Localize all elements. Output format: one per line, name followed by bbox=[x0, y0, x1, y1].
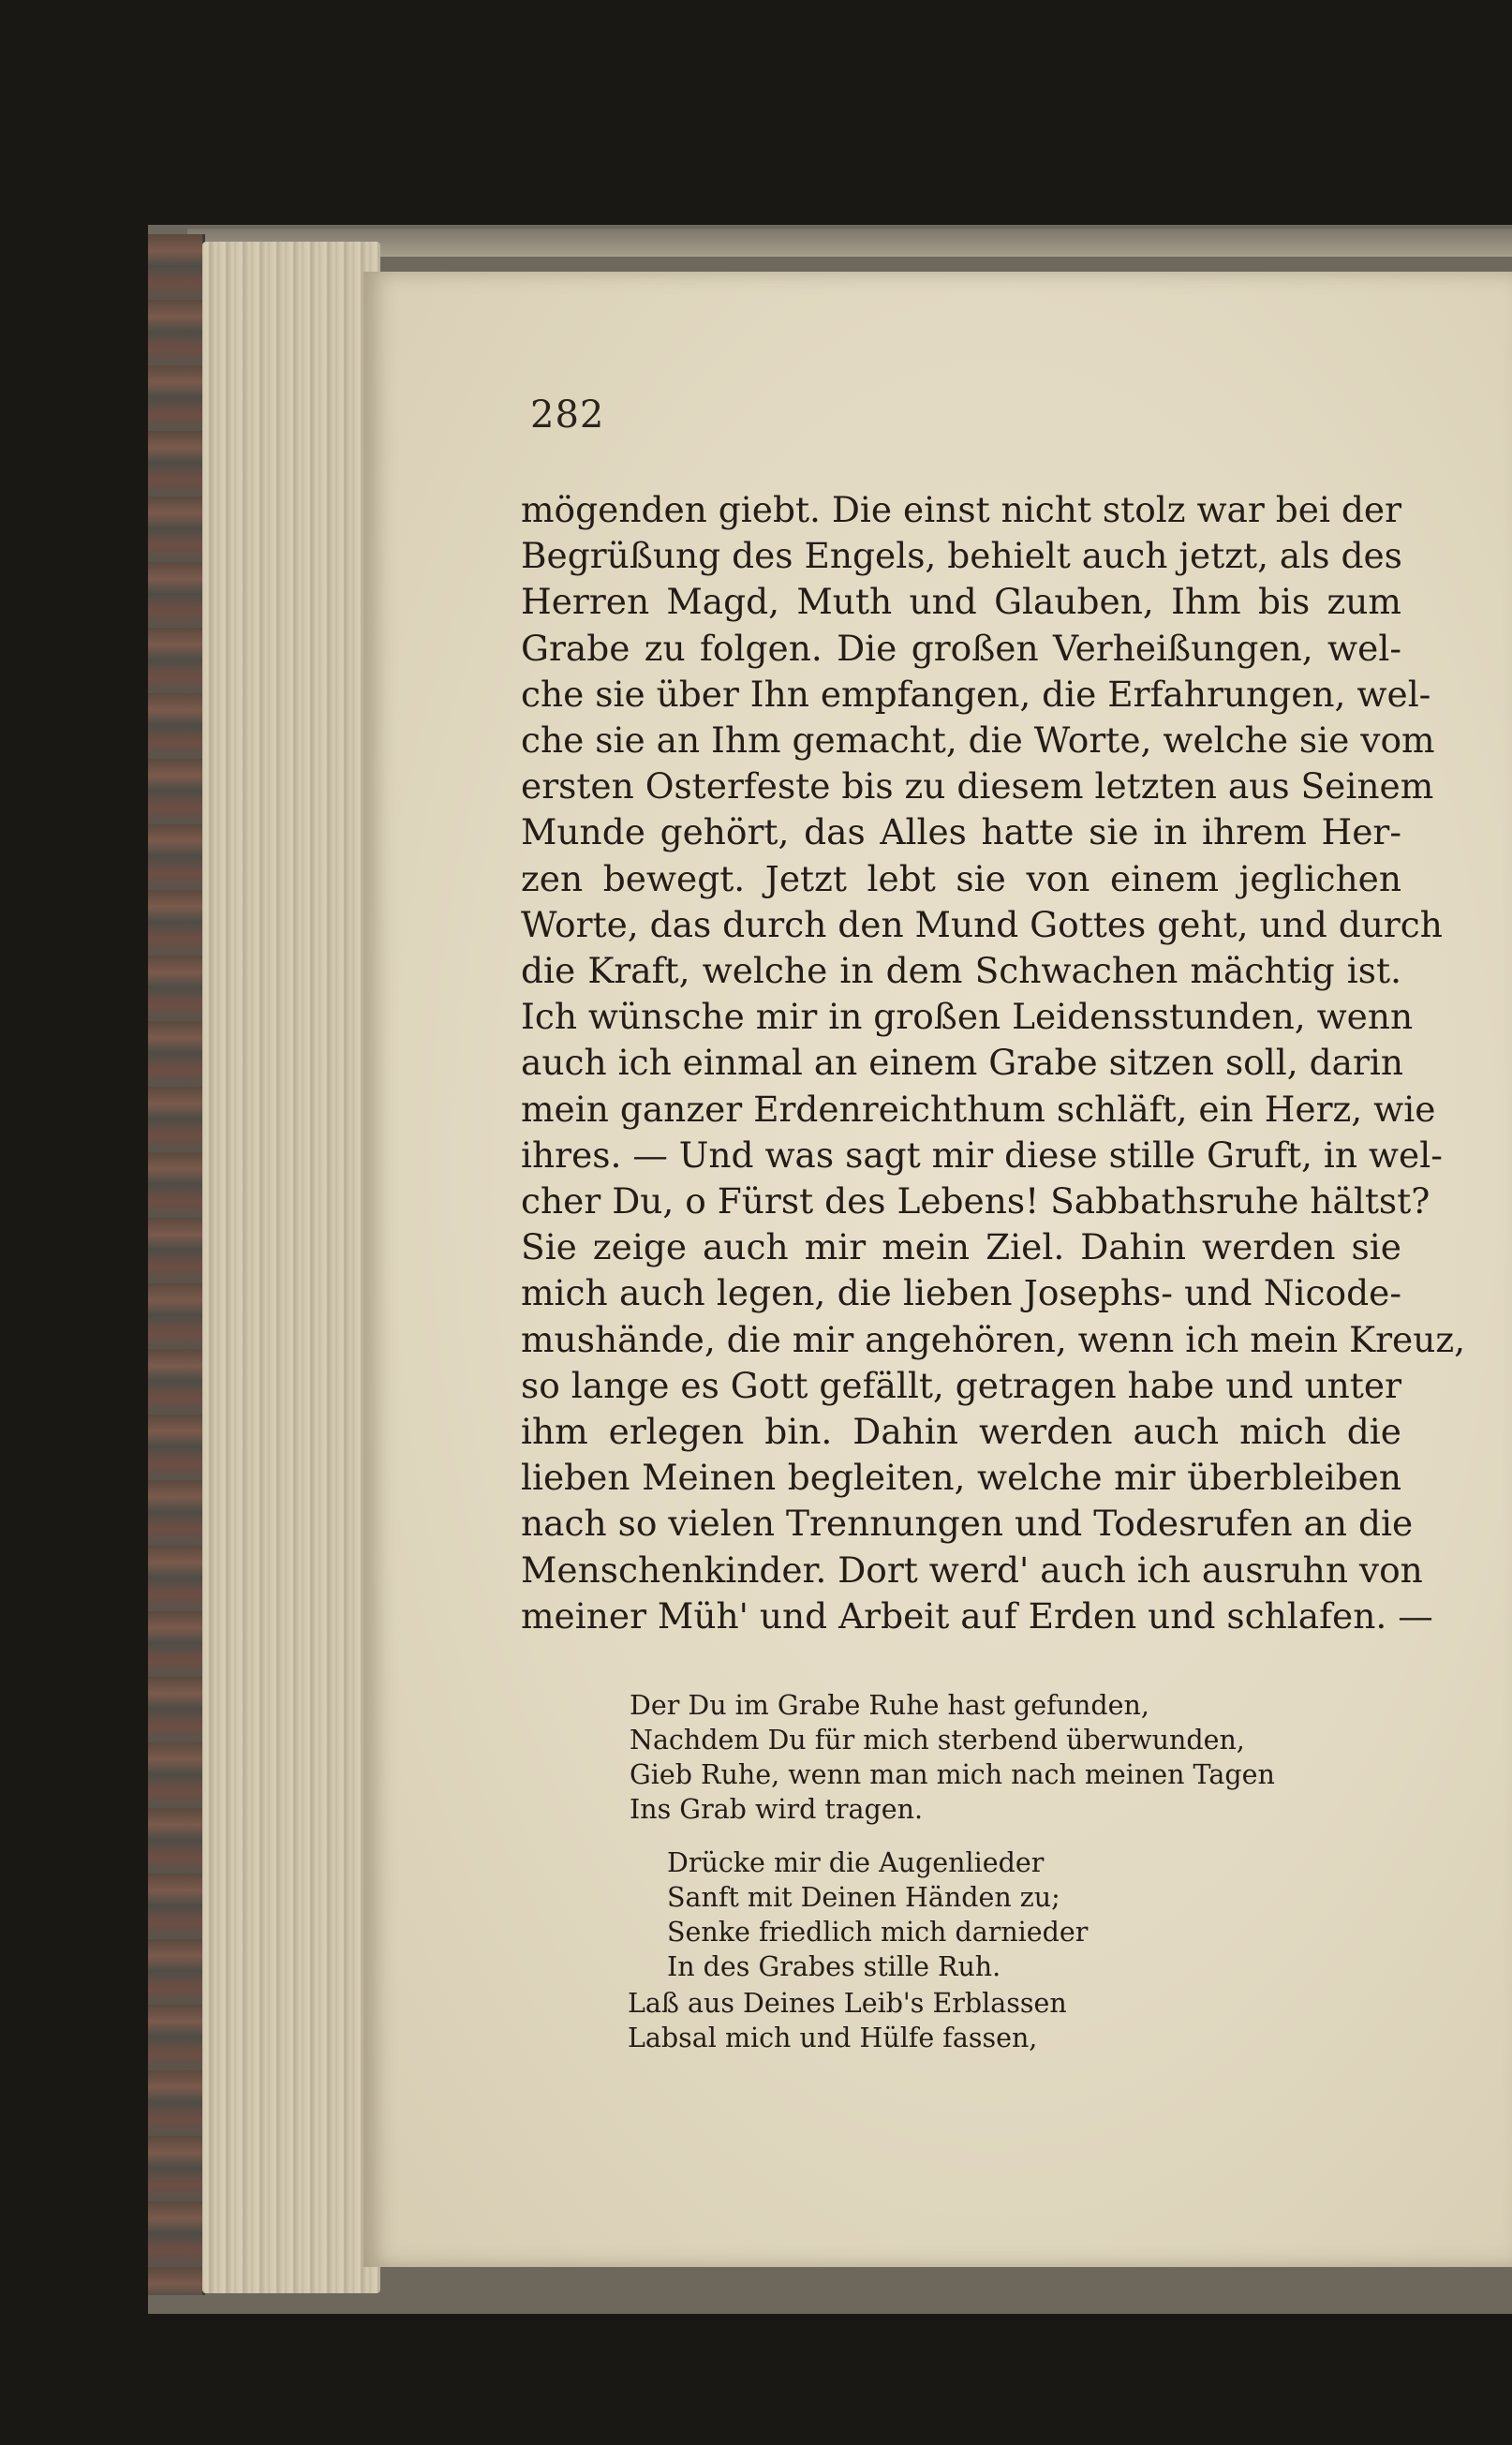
body-line: die Kraft, welche in dem Schwachen mächtig ist. bbox=[521, 950, 1401, 992]
body-line: meiner Müh' und Arbeit auf Erden und schlafen. — bbox=[521, 1594, 1433, 1637]
stacked-page-edges bbox=[202, 242, 380, 2293]
verse-line: Gieb Ruhe, wenn man mich nach meinen Tagen bbox=[630, 1759, 1275, 1790]
body-line: so lange es Gott gefällt, getragen habe und unter bbox=[521, 1364, 1401, 1406]
verse-line: Nachdem Du für mich sterbend überwunden, bbox=[630, 1725, 1245, 1756]
body-line: lieben Meinen begleiten, welche mir überbleiben bbox=[521, 1457, 1401, 1499]
body-line: Worte, das durch den Mund Gottes geht, und durch bbox=[521, 903, 1443, 945]
body-line: mögenden giebt. Die einst nicht stolz war bei der bbox=[521, 489, 1401, 530]
body-line: Herren Magd, Muth und Glauben, Ihm bis zum bbox=[521, 581, 1401, 623]
body-line: cher Du, o Fürst des Lebens! Sabbathsruhe hältst? bbox=[521, 1180, 1430, 1222]
body-line: Grabe zu folgen. Die großen Verheißungen, wel- bbox=[521, 627, 1401, 669]
body-line: Munde gehört, das Alles hatte sie in ihrem Her- bbox=[521, 811, 1401, 853]
body-line: auch ich einmal an einem Grabe sitzen soll, darin bbox=[521, 1042, 1404, 1084]
body-line: zen bewegt. Jetzt lebt sie von einem jeglichen bbox=[521, 857, 1401, 899]
hymn-verse-3 bbox=[628, 1986, 1067, 2055]
body-line: che sie über Ihn empfangen, die Erfahrungen, wel- bbox=[521, 673, 1431, 715]
body-line: Sie zeige auch mir mein Ziel. Dahin werden sie bbox=[521, 1226, 1401, 1268]
verse-line: Labsal mich und Hülfe fassen, bbox=[628, 2023, 1038, 2053]
body-line: Begrüßung des Engels, behielt auch jetzt, als des bbox=[521, 535, 1402, 577]
body-text bbox=[521, 487, 1466, 1639]
hymn-verse-1 bbox=[630, 1688, 1275, 1827]
verse-line: Ins Grab wird tragen. bbox=[630, 1794, 924, 1825]
verse-line: Laß aus Deines Leib's Erblassen bbox=[628, 1988, 1067, 2019]
verse-line: Sanft mit Deinen Händen zu; bbox=[667, 1882, 1060, 1913]
body-line: mushände, die mir angehören, wenn ich mein Kreuz, bbox=[521, 1318, 1466, 1360]
verse-line: Senke friedlich mich darnieder bbox=[667, 1917, 1089, 1948]
body-line: mein ganzer Erdenreichthum schläft, ein Herz, wie bbox=[521, 1088, 1436, 1130]
body-line: mich auch legen, die lieben Josephs- und Nicode- bbox=[521, 1272, 1401, 1314]
body-line: ihres. — Und was sagt mir diese stille Gruft, in wel- bbox=[521, 1134, 1443, 1176]
page-block-top-edge bbox=[187, 229, 1512, 257]
body-line: ihm erlegen bin. Dahin werden auch mich die bbox=[521, 1411, 1401, 1453]
body-line: Menschenkinder. Dort werd' auch ich ausruhn von bbox=[521, 1548, 1423, 1591]
body-line: Ich wünsche mir in großen Leidensstunden, wenn bbox=[521, 996, 1414, 1038]
page-number: 282 bbox=[530, 393, 605, 437]
body-line: nach so vielen Trennungen und Todesrufen an die bbox=[521, 1503, 1414, 1545]
body-line: che sie an Ihm gemacht, die Worte, welche sie vom bbox=[521, 719, 1435, 762]
verse-line: Drücke mir die Augenlieder bbox=[667, 1847, 1045, 1878]
body-line: ersten Osterfeste bis zu diesem letzten aus Seinem bbox=[521, 765, 1434, 808]
verse-line: In des Grabes stille Ruh. bbox=[667, 1951, 1001, 1982]
hymn-verse-2 bbox=[667, 1845, 1088, 1984]
verse-line: Der Du im Grabe Ruhe hast gefunden, bbox=[630, 1690, 1149, 1721]
book-cover-edge bbox=[148, 234, 205, 2295]
